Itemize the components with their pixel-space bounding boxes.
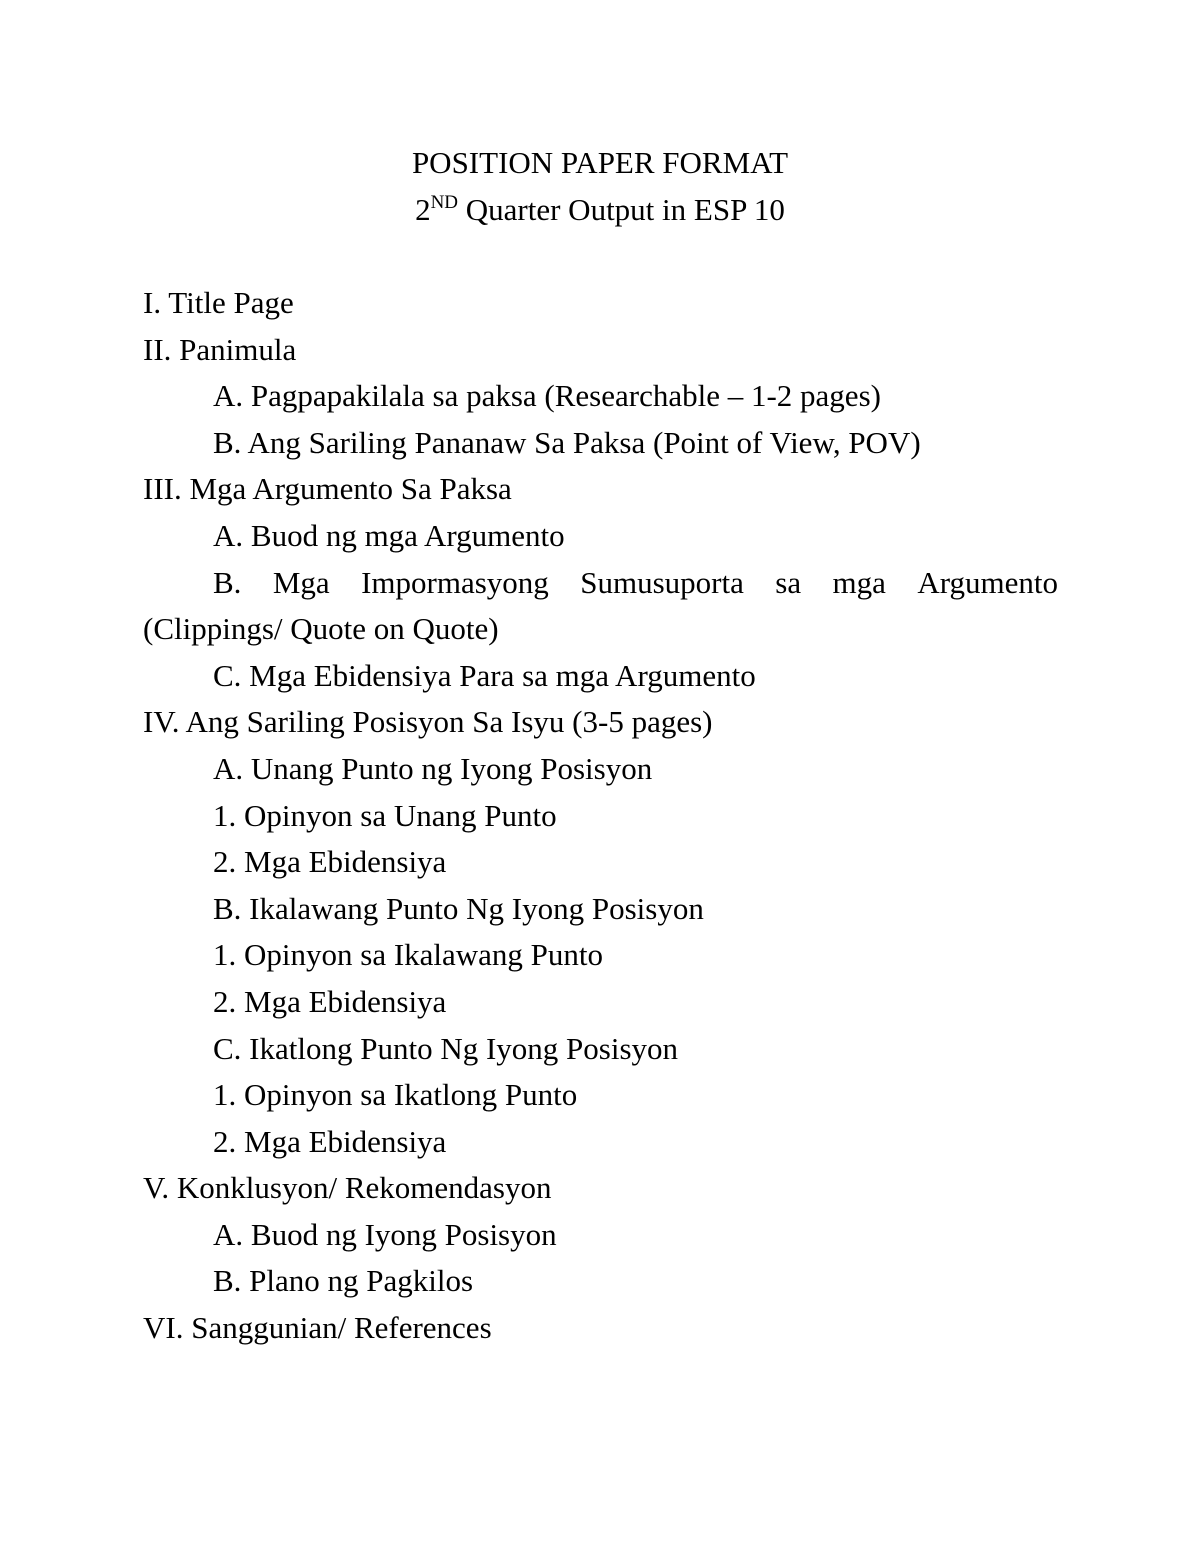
outline-word: sa: [775, 564, 802, 600]
outline-item: IV. Ang Sariling Posisyon Sa Isyu (3-5 pages): [143, 704, 713, 740]
outline-word: Impormasyong: [361, 564, 549, 600]
outline-item: B. Ikalawang Punto Ng Iyong Posisyon: [213, 890, 704, 926]
outline-item: C. Ikatlong Punto Ng Iyong Posisyon: [213, 1030, 679, 1066]
outline-item: III. Mga Argumento Sa Paksa: [143, 471, 512, 507]
outline-item: B. Plano ng Pagkilos: [213, 1263, 474, 1299]
outline-item: A. Pagpapakilala sa paksa (Researchable – 1-2 pages): [213, 378, 881, 414]
outline-word: B.: [213, 564, 242, 600]
outline-item: 1. Opinyon sa Ikalawang Punto: [213, 937, 604, 973]
outline-item: 2. Mga Ebidensiya: [213, 983, 447, 1019]
outline-item: I. Title Page: [143, 285, 294, 320]
outline-word: Mga: [272, 564, 330, 600]
page-subtitle: [0, 187, 1200, 239]
outline-item: C. Mga Ebidensiya Para sa mga Argumento: [213, 657, 756, 693]
outline-item: V. Konklusyon/ Rekomendasyon: [143, 1170, 552, 1206]
outline-item: VI. Sanggunian/ References: [143, 1310, 492, 1346]
outline-item: 2. Mga Ebidensiya: [213, 844, 447, 880]
outline-item: (Clippings/ Quote on Quote): [143, 611, 499, 647]
outline-item: B. Ang Sariling Pananaw Sa Paksa (Point of View, POV): [213, 424, 921, 460]
outline-item: 1. Opinyon sa Ikatlong Punto: [213, 1077, 578, 1113]
outline-item: 1. Opinyon sa Unang Punto: [213, 797, 557, 833]
outline-item: [143, 560, 1058, 607]
outline-item: A. Buod ng mga Argumento: [213, 517, 565, 553]
page-title: POSITION PAPER FORMAT: [411, 145, 789, 180]
outline-item: A. Buod ng Iyong Posisyon: [213, 1216, 557, 1252]
subtitle-rest: Quarter Output in ESP 10: [458, 191, 785, 227]
outline-word: mga: [832, 564, 886, 600]
outline-list: [143, 280, 1058, 1352]
outline-item: A. Unang Punto ng Iyong Posisyon: [213, 750, 653, 786]
header-block: [0, 140, 1200, 238]
subtitle-superscript: ND: [430, 191, 459, 213]
subtitle-number: 2: [415, 191, 431, 227]
outline-item: II. Panimula: [143, 331, 297, 367]
outline-word: Argumento: [917, 564, 1058, 600]
outline-word: Sumusuporta: [580, 564, 744, 600]
outline-item: 2. Mga Ebidensiya: [213, 1123, 447, 1159]
